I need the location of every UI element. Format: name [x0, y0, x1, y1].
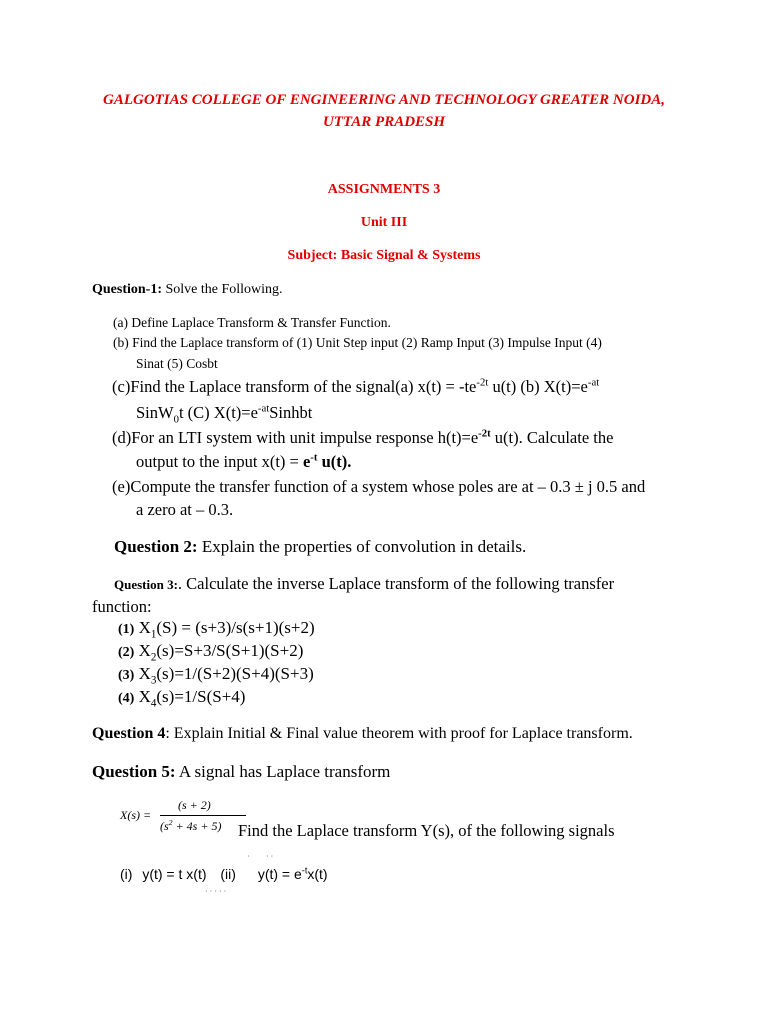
- college-title-line1: GALGOTIAS COLLEGE OF ENGINEERING AND TECHNOLOGY GREATER NOIDA,: [102, 92, 666, 108]
- q1-item-c-sub: 0: [173, 413, 179, 426]
- q3-item-1-post: (S) = (s+3)/s(s+1)(s+2): [156, 618, 315, 637]
- q1-item-c-line2a: SinW: [136, 403, 174, 422]
- signal-ii-expr-b: x(t): [307, 866, 328, 882]
- q1-item-b-line2: Sinat (5) Cosbt: [136, 356, 218, 371]
- q1-item-b-line1: (b) Find the Laplace transform of (1) Unit Step input (2) Ramp Input (3) Impulse Input (4): [113, 335, 602, 350]
- question-2: [114, 537, 526, 557]
- question-5-text: A signal has Laplace transform: [175, 762, 391, 781]
- question-1-text: Solve the Following.: [162, 282, 283, 297]
- q1-item-d-exp2: -t: [310, 451, 318, 464]
- question-4: [92, 725, 633, 743]
- q1-item-d-line2c: u(t).: [317, 452, 352, 471]
- question-3-label: Question 3:: [114, 577, 178, 592]
- q3-item-4-post: (s)=1/S(S+4): [156, 687, 246, 706]
- q3-item-1-num: (1): [118, 622, 135, 637]
- q1-item-c-text2: u(t) (b) X(t)=e: [488, 377, 588, 396]
- q1-item-c-text1: Find the Laplace transform of the signal(a) x(t) = -te: [130, 377, 477, 396]
- q1-item-c-line2: [136, 402, 313, 426]
- q3-item-3: [118, 664, 314, 687]
- q1-item-e-line2: a zero at – 0.3.: [136, 500, 234, 519]
- signal-ii-expr-a: y(t) = e: [257, 866, 302, 882]
- question-5: [92, 762, 390, 782]
- equation-numerator: (s + 2): [178, 798, 211, 812]
- q1-item-e-line1: [112, 477, 645, 497]
- q1-item-e-marker: (e): [112, 477, 131, 496]
- equation-lhs: X(s) =: [120, 808, 152, 822]
- q1-item-c-marker: (c): [112, 377, 131, 396]
- question-5-find: Find the Laplace transform Y(s), of the following signals: [238, 821, 615, 840]
- signal-ii-label: (ii): [220, 866, 236, 882]
- q3-item-3-post: (s)=1/(S+2)(S+4)(S+3): [156, 664, 314, 683]
- q1-item-d-text1: For an LTI system with unit impulse response h(t)=e: [131, 428, 479, 447]
- scan-artifact: · · · · ·: [205, 887, 227, 896]
- q1-item-c-exp1: -2t: [476, 376, 489, 389]
- q1-item-d-line1: [112, 428, 613, 448]
- q1-item-c-exp3: -at: [257, 402, 270, 415]
- question-2-label: Question 2:: [114, 537, 198, 556]
- q3-item-2-pre: X: [134, 641, 151, 660]
- q1-item-d-text2: u(t). Calculate the: [490, 428, 614, 447]
- question-3-text: . Calculate the inverse Laplace transform of the following transfer: [177, 574, 615, 593]
- equation-den-b: + 4s + 5): [172, 819, 222, 833]
- scan-artifact: · ·: [266, 852, 274, 861]
- signal-i-expr: y(t) = t x(t): [142, 866, 207, 882]
- q3-item-4: [118, 687, 246, 710]
- college-title-line2: UTTAR PRADESH: [322, 114, 446, 130]
- q3-item-1-sub: 1: [150, 628, 157, 641]
- q1-item-c-line2b: t (C) X(t)=e: [178, 403, 258, 422]
- q3-item-1-pre: X: [134, 618, 151, 637]
- q3-item-1: [118, 618, 315, 641]
- q3-item-4-num: (4): [118, 691, 135, 706]
- q1-item-d-marker: (d): [112, 428, 132, 447]
- subject-title: Subject: Basic Signal & Systems: [287, 248, 481, 263]
- equation-den-a: (s: [160, 819, 169, 833]
- q1-item-d-line2: [136, 452, 351, 472]
- signal-ii-exp: -t: [301, 865, 308, 876]
- q1-item-c-line1: [112, 377, 599, 397]
- question-3-line2: function:: [92, 597, 152, 616]
- q1-item-c-line2c: Sinhbt: [269, 403, 313, 422]
- q3-item-2-post: (s)=S+3/S(S+1)(S+2): [156, 641, 304, 660]
- q3-item-3-num: (3): [118, 668, 135, 683]
- q1-item-d-line2a: output to the input x(t) =: [136, 452, 303, 471]
- q1-item-d-line2b: e: [302, 452, 311, 471]
- q3-item-2-num: (2): [118, 645, 135, 660]
- q3-item-3-sub: 3: [150, 674, 157, 687]
- question-2-text: Explain the properties of convolution in details.: [197, 537, 527, 556]
- question-4-label: Question 4: [92, 725, 166, 742]
- q1-item-c-exp2: -at: [587, 376, 600, 389]
- question-3: [114, 574, 614, 594]
- assignment-title: ASSIGNMENTS 3: [327, 182, 441, 197]
- q1-item-e-text1: Compute the transfer function of a system whose poles are at – 0.3 ± j 0.5 and: [130, 477, 646, 496]
- transfer-function-equation: [120, 795, 240, 837]
- fraction-bar: [160, 815, 246, 816]
- equation-den-exp: 2: [168, 818, 173, 827]
- question-4-text: : Explain Initial & Final value theorem with proof for Laplace transform.: [165, 725, 633, 742]
- signal-i-label: (i): [120, 866, 133, 882]
- question-5-label: Question 5:: [92, 762, 176, 781]
- q3-item-2: [118, 641, 304, 664]
- equation-denominator: [160, 819, 221, 834]
- unit-title: Unit III: [360, 215, 408, 230]
- q3-item-3-pre: X: [134, 664, 151, 683]
- q3-item-2-sub: 2: [150, 651, 157, 664]
- q1-item-a: (a) Define Laplace Transform & Transfer Function.: [113, 315, 391, 330]
- q1-item-d-exp1: -2t: [478, 427, 491, 440]
- q3-item-4-pre: X: [134, 687, 151, 706]
- q3-item-4-sub: 4: [150, 697, 157, 710]
- question-1: [92, 282, 283, 298]
- question-5-signals: [120, 866, 328, 882]
- question-1-label: Question-1:: [92, 282, 162, 297]
- scan-artifact: ·: [247, 852, 250, 861]
